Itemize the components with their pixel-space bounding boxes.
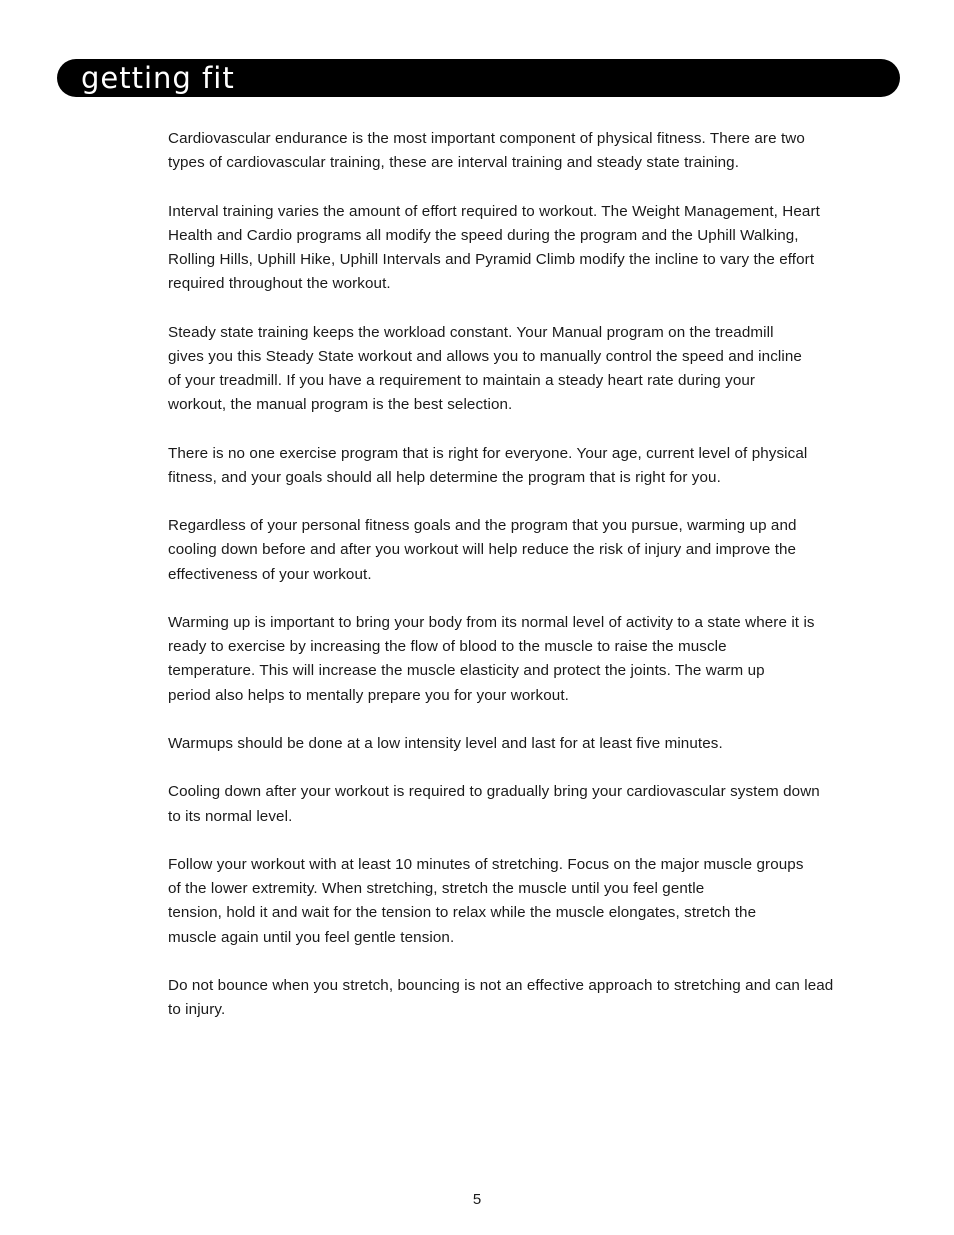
paragraph-line: types of cardiovascular training, these are interval training and steady state training. [168, 154, 740, 172]
paragraph-line: workout, the manual program is the best selection. [168, 396, 513, 414]
paragraph-line: period also helps to mentally prepare you for your workout. [168, 686, 569, 704]
paragraph-line: of the lower extremity. When stretching, stretch the muscle until you feel gentle [168, 880, 705, 898]
paragraph-line: Health and Cardio programs all modify the speed during the program and the Uphill Walking, [168, 226, 799, 244]
paragraph [168, 514, 903, 587]
section-title: getting fit [81, 61, 235, 95]
paragraph-line: Rolling Hills, Uphill Hike, Uphill Intervals and Pyramid Climb modify the incline to vary the effort [168, 251, 815, 268]
paragraph [168, 732, 903, 756]
paragraph-line: muscle again until you feel gentle tension. [168, 928, 455, 946]
paragraph-line: Do not bounce when you stretch, bouncing is not an effective approach to stretching and can lead [168, 976, 834, 994]
paragraph-line: cooling down before and after you workout will help reduce the risk of injury and improve the [168, 541, 797, 559]
paragraph [168, 321, 903, 418]
paragraph-line: Follow your workout with at least 10 minutes of stretching. Focus on the major muscle groups [168, 855, 804, 873]
section-header-bar [57, 59, 900, 97]
paragraph-line: ready to exercise by increasing the flow of blood to the muscle to raise the muscle [168, 638, 727, 656]
paragraph-line: effectiveness of your workout. [168, 565, 372, 583]
paragraph [168, 611, 903, 708]
paragraph-line: Cooling down after your workout is required to gradually bring your cardiovascular system down [168, 783, 820, 801]
paragraph-line: gives you this Steady State workout and allows you to manually control the speed and incline [168, 347, 802, 365]
paragraph-line: to its normal level. [168, 807, 293, 825]
paragraph-line: fitness, and your goals should all help determine the program that is right for you. [168, 468, 721, 486]
body-text [168, 127, 903, 1047]
paragraph-line: Steady state training keeps the workload constant. Your Manual program on the treadmill [168, 323, 774, 341]
paragraph [168, 974, 903, 1022]
paragraph [168, 853, 903, 950]
paragraph-line: temperature. This will increase the muscle elasticity and protect the joints. The warm up [168, 662, 765, 680]
paragraph [168, 442, 903, 490]
paragraph-line: Warmups should be done at a low intensity level and last for at least five minutes. [168, 734, 723, 752]
paragraph-line: of your treadmill. If you have a requirement to maintain a steady heart rate during your [168, 372, 756, 389]
paragraph-line: to injury. [168, 1001, 226, 1019]
paragraph-line: Warming up is important to bring your body from its normal level of activity to a state where it is [168, 613, 815, 631]
paragraph [168, 200, 903, 297]
paragraph-line: Interval training varies the amount of effort required to workout. The Weight Management, Heart [168, 202, 820, 220]
paragraph-line: Cardiovascular endurance is the most important component of physical fitness. There are two [168, 130, 805, 147]
paragraph [168, 127, 903, 175]
paragraph-line: required throughout the workout. [168, 275, 391, 293]
page-number: 5 [472, 1191, 482, 1208]
paragraph-line: tension, hold it and wait for the tension to relax while the muscle elongates, stretch the [168, 904, 757, 922]
paragraph [168, 780, 903, 828]
paragraph-line: Regardless of your personal fitness goals and the program that you pursue, warming up and [168, 517, 797, 535]
paragraph-line: There is no one exercise program that is right for everyone. Your age, current level of physical [168, 444, 808, 462]
